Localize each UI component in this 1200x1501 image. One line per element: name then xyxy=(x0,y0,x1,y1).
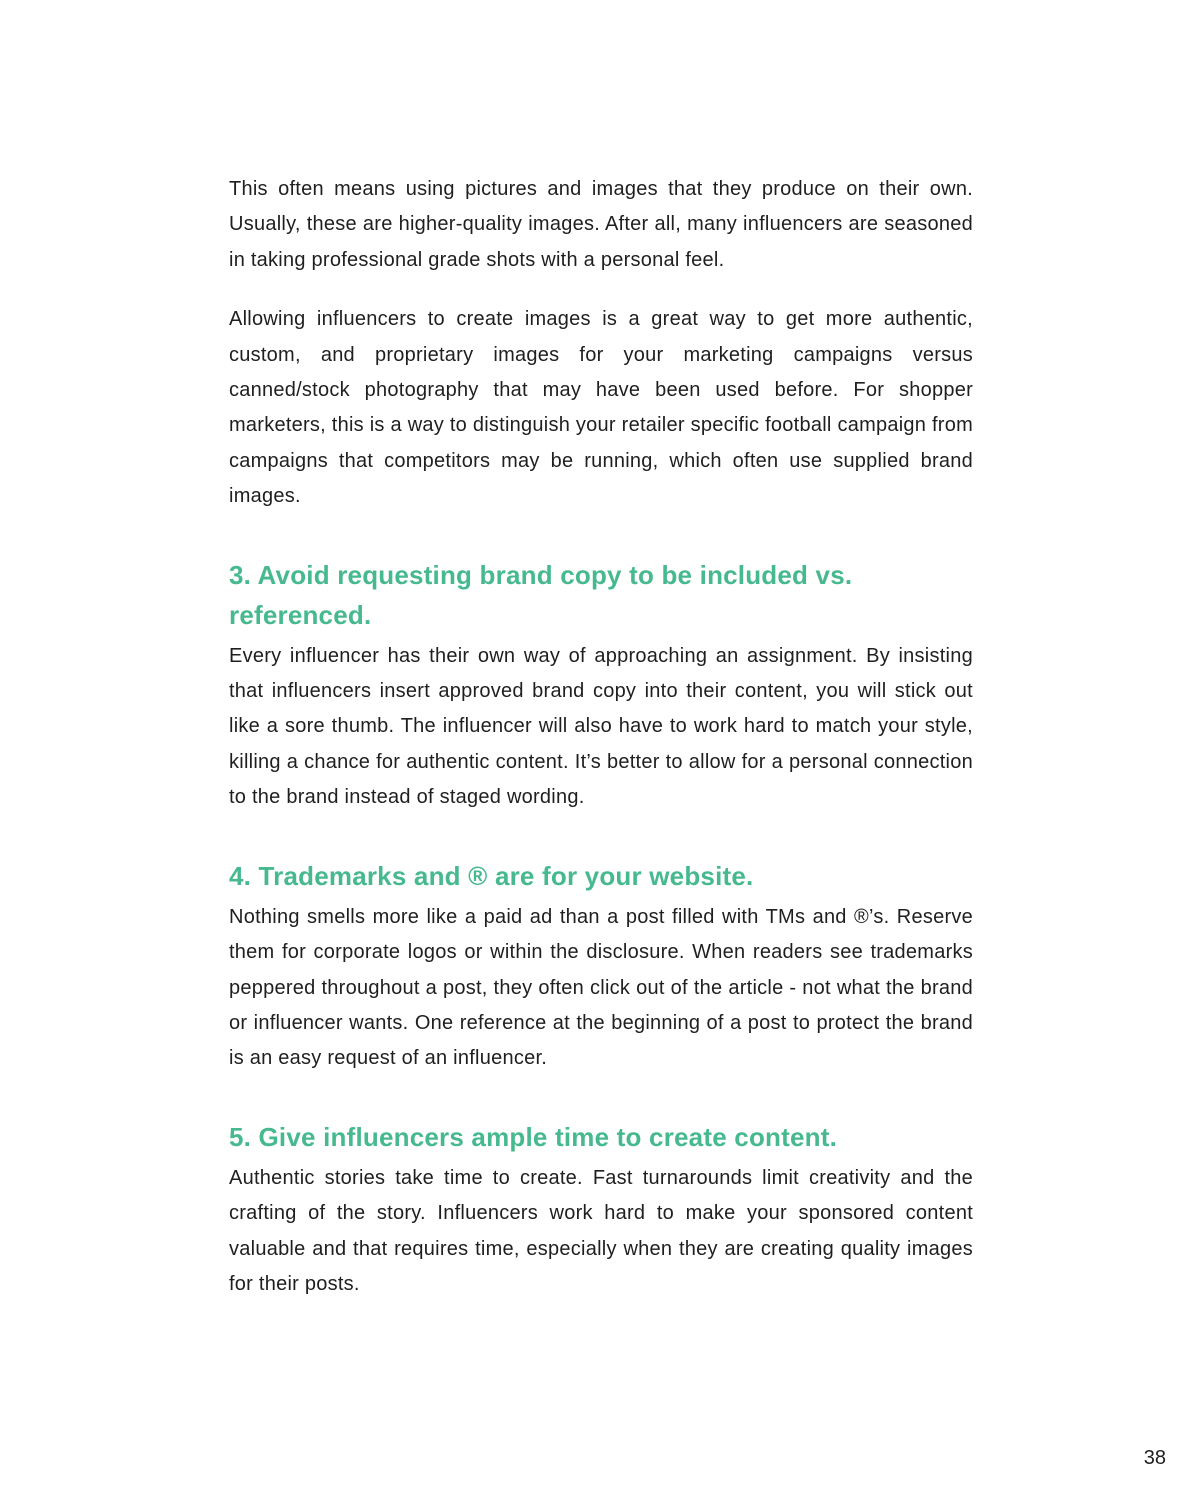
section-4-body: Nothing smells more like a paid ad than a post filled with TMs and ®’s. Reserve them for corporate logos or within the disclosure. When readers see trademarks peppered throughout a post, they often click out of the article - not what the brand or influencer wants. One reference at the beginning of a post to protect the brand is an easy request of an influencer. xyxy=(229,905,973,1070)
section-4-heading: 4. Trademarks and ® are for your website. xyxy=(229,860,754,891)
page-content xyxy=(229,172,973,1302)
intro-paragraph-1: This often means using pictures and images that they produce on their own. Usually, these are higher-quality images. After all, many influencers are seasoned in taking professional grade shots with a personal feel. xyxy=(229,178,973,271)
section-3 xyxy=(229,555,973,816)
section-4 xyxy=(229,856,973,1077)
section-5 xyxy=(229,1117,973,1303)
section-5-heading: 5. Give influencers ample time to create content. xyxy=(229,1121,837,1152)
section-3-body: Every influencer has their own way of approaching an assignment. By insisting that influencers insert approved brand copy into their content, you will stick out like a sore thumb. The influencer will also have to work hard to match your style, killing a chance for authentic content. It’s better to allow for a personal connection to the brand instead of staged wording. xyxy=(229,644,973,809)
section-5-body: Authentic stories take time to create. Fast turnarounds limit creativity and the crafting of the story. Influencers work hard to make your sponsored content valuable and that requires time, especially when they are creating quality images for their posts. xyxy=(229,1166,973,1295)
page-number: 38 xyxy=(1143,1447,1166,1469)
section-3-heading: 3. Avoid requesting brand copy to be included vs. referenced. xyxy=(229,559,853,630)
intro-paragraph-2: Allowing influencers to create images is a great way to get more authentic, custom, and proprietary images for your marketing campaigns versus canned/stock photography that may have been used before. For shopper marketers, this is a way to distinguish your retailer specific football campaign from campaigns that competitors may be running, which often use supplied brand images. xyxy=(229,308,973,508)
